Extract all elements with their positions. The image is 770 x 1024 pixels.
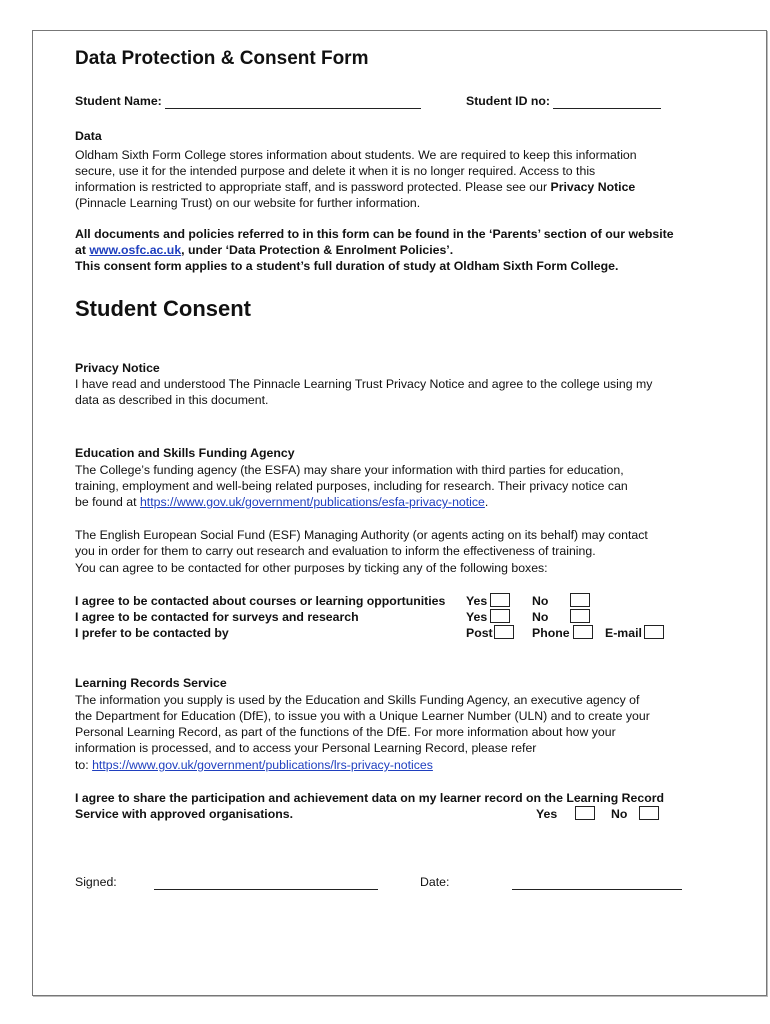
esfa-heading: Education and Skills Funding Agency [75, 446, 295, 460]
data-text: secure, use it for the intended purpose and delete it when it is no longer required. Access to this [75, 164, 596, 178]
esf-text: you in order for them to carry out research and evaluation to inform the effectiveness of training. [75, 544, 596, 558]
courses-yes[interactable]: Yes [466, 593, 510, 609]
lrs-text: information is processed, and to access your Personal Learning Record, please refer [75, 741, 537, 755]
checkbox[interactable] [490, 609, 510, 623]
website-link[interactable]: www.osfc.ac.uk [89, 243, 182, 257]
checkbox[interactable] [644, 625, 664, 639]
lrs-text: Personal Learning Record, as part of the functions of the DfE. For more information about how your [75, 725, 616, 739]
privacy-text: data as described in this document. [75, 393, 269, 407]
signature-field[interactable] [154, 874, 378, 890]
page-title: Data Protection & Consent Form [75, 48, 369, 69]
data-text: Oldham Sixth Form College stores information about students. We are required to keep this information [75, 148, 637, 162]
surveys-no[interactable]: No [532, 609, 590, 625]
lrs-no[interactable]: No [611, 806, 659, 822]
student-id-field[interactable]: Student ID no: [466, 93, 661, 109]
checkbox[interactable] [639, 806, 659, 820]
esfa-privacy-link[interactable]: https://www.gov.uk/government/publications/esfa-privacy-notice [139, 495, 485, 509]
data-text: (Pinnacle Learning Trust) on our website for further information. [75, 196, 421, 210]
student-name-field[interactable]: Student Name: [75, 93, 421, 109]
checkbox[interactable] [570, 593, 590, 607]
data-heading: Data [75, 129, 102, 143]
lrs-agree-text: I agree to share the participation and achievement data on my learner record on the Learning Record [75, 791, 665, 805]
contact-email[interactable]: E-mail [605, 625, 664, 641]
courses-no[interactable]: No [532, 593, 590, 609]
lrs-yes[interactable]: Yes [536, 806, 595, 822]
lrs-heading: Learning Records Service [75, 676, 227, 690]
lrs-text: the Department for Education (DfE), to issue you with a Unique Learner Number (ULN) and to create your [75, 709, 650, 723]
checkbox[interactable] [575, 806, 595, 820]
documents-note: All documents and policies referred to in this form can be found in the ‘Parents’ section of our website [75, 227, 674, 241]
checkbox[interactable] [490, 593, 510, 607]
checkbox[interactable] [570, 609, 590, 623]
lrs-agree-text: Service with approved organisations. [75, 807, 293, 821]
esfa-text: The College’s funding agency (the ESFA) may share your information with third parties for education, [75, 463, 624, 477]
checkbox[interactable] [494, 625, 514, 639]
esf-text: The English European Social Fund (ESF) Managing Authority (or agents acting on its behalf) may contact [75, 528, 648, 542]
contact-phone[interactable]: Phone [532, 625, 593, 641]
date-field[interactable] [512, 874, 682, 890]
contact-courses-label: I agree to be contacted about courses or learning opportunities [75, 594, 446, 608]
data-text: information is restricted to appropriate staff, and is password protected. Please see our Privacy Notice [75, 180, 636, 194]
lrs-text: The information you supply is used by the Education and Skills Funding Agency, an executive agency of [75, 693, 640, 707]
privacy-text: I have read and understood The Pinnacle Learning Trust Privacy Notice and agree to the college using my [75, 377, 653, 391]
duration-note: This consent form applies to a student’s full duration of study at Oldham Sixth Form College. [75, 259, 619, 273]
privacy-heading: Privacy Notice [75, 361, 160, 375]
lrs-text: to: https://www.gov.uk/government/publications/lrs-privacy-notices [75, 758, 433, 772]
consent-title: Student Consent [75, 296, 251, 321]
documents-note: at www.osfc.ac.uk, under ‘Data Protection & Enrolment Policies’. [75, 243, 454, 257]
date-label: Date: [420, 875, 450, 889]
signed-label: Signed: [75, 875, 117, 889]
contact-surveys-label: I agree to be contacted for surveys and research [75, 610, 359, 624]
surveys-yes[interactable]: Yes [466, 609, 510, 625]
esfa-text: be found at https://www.gov.uk/government/publications/esfa-privacy-notice. [75, 495, 489, 509]
esf-text: You can agree to be contacted for other purposes by ticking any of the following boxes: [75, 561, 548, 575]
contact-post[interactable]: Post [466, 625, 514, 641]
lrs-privacy-link[interactable]: https://www.gov.uk/government/publications/lrs-privacy-notices [92, 758, 433, 772]
esfa-text: training, employment and well-being related purposes, including for research. Their privacy notice can [75, 479, 628, 493]
checkbox[interactable] [573, 625, 593, 639]
contact-method-label: I prefer to be contacted by [75, 626, 229, 640]
privacy-notice-bold: Privacy Notice [550, 180, 636, 194]
